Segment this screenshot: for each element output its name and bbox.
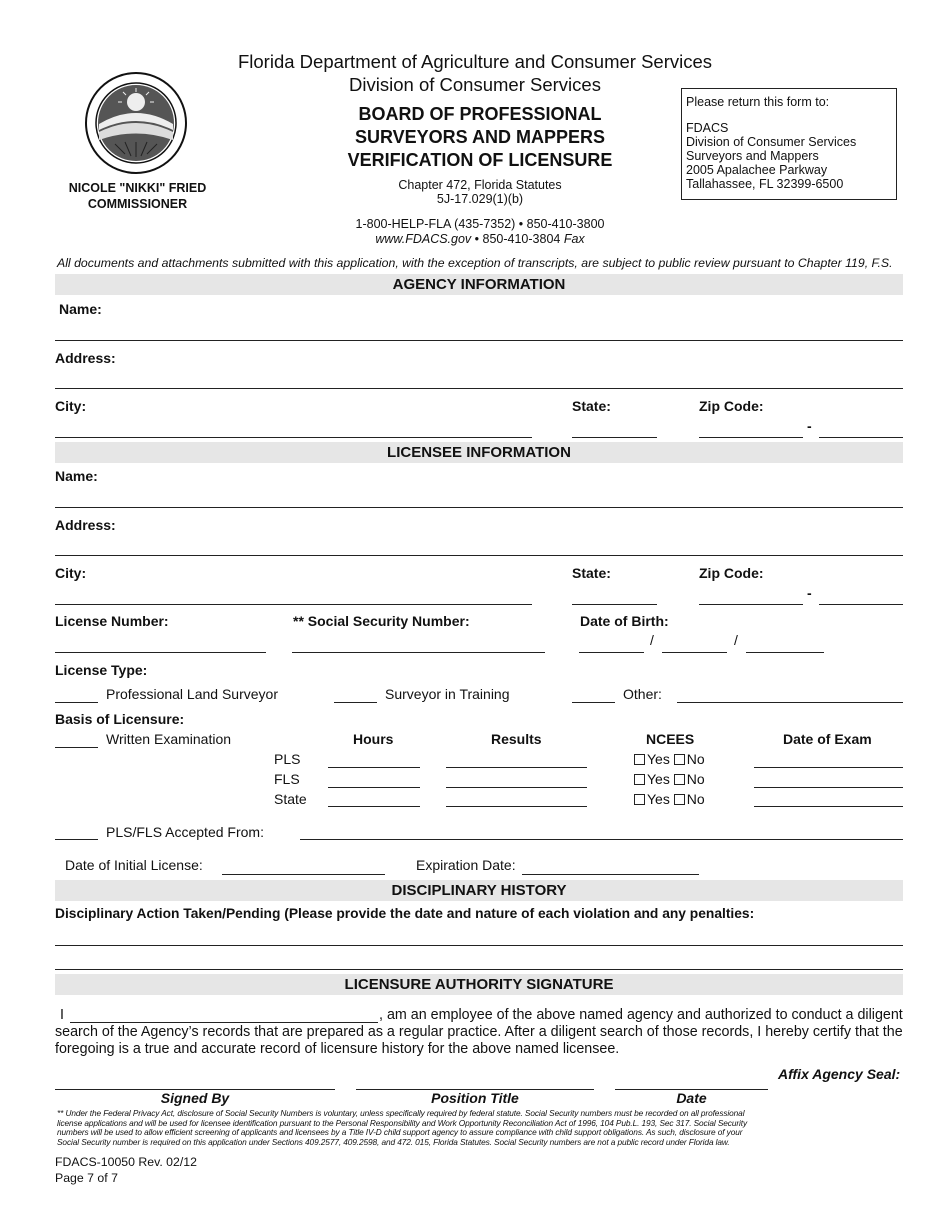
col-results: Results: [491, 731, 542, 747]
agency-city-label: City:: [55, 398, 87, 414]
fls-date-exam-field[interactable]: [754, 787, 903, 788]
initial-license-label: Date of Initial License:: [65, 857, 203, 873]
agency-zip-label: Zip Code:: [699, 398, 764, 414]
type-sit-check[interactable]: [334, 702, 377, 703]
board-title-line2: SURVEYORS AND MAPPERS: [354, 127, 606, 147]
type-pls-check[interactable]: [55, 702, 98, 703]
checkbox-icon[interactable]: [634, 754, 645, 765]
state-hours-field[interactable]: [328, 806, 420, 807]
col-hours: Hours: [353, 731, 394, 747]
agency-state-label: State:: [572, 398, 611, 414]
return-line: Surveyors and Mappers: [686, 149, 819, 163]
zip-dash: -: [807, 585, 812, 601]
agency-state-field[interactable]: [572, 437, 657, 438]
col-date-exam: Date of Exam: [783, 731, 872, 747]
dob-year-field[interactable]: [746, 652, 824, 653]
license-type-label: License Type:: [55, 662, 148, 678]
zip-dash: -: [807, 418, 812, 434]
pls-date-exam-field[interactable]: [754, 767, 903, 768]
licensee-name-label: Name:: [55, 468, 98, 484]
type-pls-label: Professional Land Surveyor: [106, 686, 278, 702]
website-link[interactable]: www.FDACS.gov: [375, 232, 472, 246]
agency-zip-field[interactable]: [699, 437, 803, 438]
certification-line2: search of the Agency’s records that are prepared as a regular practice. After a diligent search of those records, I hereby certify that the: [55, 1024, 903, 1040]
commissioner-name: NICOLE "NIKKI" FRIED: [68, 181, 207, 195]
return-address-box: [681, 88, 897, 200]
statute: Chapter 472, Florida Statutes: [398, 178, 562, 192]
licensee-zip-field[interactable]: [699, 604, 803, 605]
checkbox-icon[interactable]: [674, 774, 685, 785]
licensee-zip-ext-field[interactable]: [819, 604, 903, 605]
row-pls-label: PLS: [274, 751, 301, 767]
checkbox-icon[interactable]: [634, 774, 645, 785]
dob-day-field[interactable]: [662, 652, 727, 653]
affix-seal-label: Affix Agency Seal:: [778, 1066, 901, 1082]
pls-ncees[interactable]: Yes No: [634, 751, 705, 767]
licensee-state-label: State:: [572, 565, 611, 581]
return-line: Tallahassee, FL 32399-6500: [686, 177, 844, 191]
fls-hours-field[interactable]: [328, 787, 420, 788]
written-exam-check[interactable]: [55, 747, 98, 748]
written-exam-label: Written Examination: [106, 731, 232, 747]
licensee-city-field[interactable]: [55, 604, 532, 605]
type-other-label: Other:: [623, 686, 662, 702]
department-seal: [85, 72, 187, 174]
basis-label: Basis of Licensure:: [55, 711, 185, 727]
row-fls-label: FLS: [274, 771, 300, 787]
return-line: 2005 Apalachee Parkway: [686, 163, 828, 177]
privacy-notice: ** Under the Federal Privacy Act, disclosure of Social Security Numbers is voluntary, unless specifically required by federal statute. Social Security numbers must be recorded on all professional license applications and will be used for licensee identification pursuant to the Personal Responsibility and Work Opportunity Reconciliation Act of 1996, 104 Pub.L. 193, Sec 317. Social Security numbers will be used to allow efficient screening of applicants and licensees by a Title IV-D child support agency to assure compliance with child support obligations. As such, disclosure of your Social Security number is required on this application under Sections 409.2577, 409.2598, and 472. 015, Florida Statutes. Social Security numbers are not a public record under Florida law.: [57, 1108, 747, 1148]
disciplinary-field-1[interactable]: [55, 945, 903, 946]
dob-month-field[interactable]: [579, 652, 644, 653]
dob-separator: /: [650, 632, 654, 648]
fls-ncees[interactable]: Yes No: [634, 771, 705, 787]
signature-i: I: [60, 1007, 64, 1023]
checkbox-icon[interactable]: [634, 794, 645, 805]
licensee-name-field[interactable]: [55, 507, 903, 508]
position-title-label: Position Title: [431, 1090, 519, 1106]
type-other-field[interactable]: [677, 702, 903, 703]
agency-name-field[interactable]: [55, 340, 903, 341]
accepted-from-field[interactable]: [300, 839, 903, 840]
licensee-heading: LICENSEE INFORMATION: [55, 442, 903, 463]
ssn-label: ** Social Security Number:: [293, 613, 470, 629]
signature-heading: LICENSURE AUTHORITY SIGNATURE: [55, 974, 903, 995]
agency-address-field[interactable]: [55, 388, 903, 389]
signed-by-label: Signed By: [160, 1090, 230, 1106]
web-fax: www.FDACS.gov • 850-410-3804 Fax: [375, 232, 585, 246]
department-name: Florida Department of Agriculture and Consumer Services: [237, 51, 713, 72]
return-line: FDACS: [686, 121, 729, 135]
pls-hours-field[interactable]: [328, 767, 420, 768]
certification-line3: foregoing is a true and accurate record of licensure history for the above named licensee.: [55, 1041, 620, 1057]
division-name: Division of Consumer Services: [349, 74, 601, 95]
type-other-check[interactable]: [572, 702, 615, 703]
form-id: FDACS-10050 Rev. 02/12: [55, 1155, 197, 1169]
initial-license-field[interactable]: [222, 874, 385, 875]
agency-address-label: Address:: [55, 350, 116, 366]
checkbox-icon[interactable]: [674, 794, 685, 805]
state-results-field[interactable]: [446, 806, 587, 807]
agency-city-field[interactable]: [55, 437, 532, 438]
public-record-notice: All documents and attachments submitted with this application, with the exception of transcripts, are subject to public review pursuant to Chapter 119, F.S.: [57, 256, 893, 270]
dob-label: Date of Birth:: [580, 613, 669, 629]
licensee-zip-label: Zip Code:: [699, 565, 764, 581]
licensee-address-field[interactable]: [55, 555, 903, 556]
accepted-from-label: PLS/FLS Accepted From:: [106, 824, 264, 840]
col-ncees: NCEES: [646, 731, 695, 747]
type-sit-label: Surveyor in Training: [385, 686, 510, 702]
ssn-field[interactable]: [292, 652, 545, 653]
expiration-field[interactable]: [522, 874, 699, 875]
commissioner-title: COMMISSIONER: [87, 197, 188, 211]
agency-name-label: Name:: [59, 301, 102, 317]
return-line: Division of Consumer Services: [686, 135, 857, 149]
licensee-city-label: City:: [55, 565, 87, 581]
expiration-label: Expiration Date:: [416, 857, 516, 873]
pls-results-field[interactable]: [446, 767, 587, 768]
license-number-field[interactable]: [55, 652, 266, 653]
accepted-from-check[interactable]: [55, 839, 98, 840]
disciplinary-prompt: Disciplinary Action Taken/Pending (Please provide the date and nature of each violation and any penalties:: [55, 906, 755, 921]
state-date-exam-field[interactable]: [754, 806, 903, 807]
agency-zip-ext-field[interactable]: [819, 437, 903, 438]
checkbox-icon[interactable]: [674, 754, 685, 765]
fls-results-field[interactable]: [446, 787, 587, 788]
disciplinary-field-2[interactable]: [55, 969, 903, 970]
licensee-address-label: Address:: [55, 517, 116, 533]
board-title-line1: BOARD OF PROFESSIONAL: [358, 104, 602, 124]
disciplinary-heading: DISCIPLINARY HISTORY: [55, 880, 903, 901]
row-state-label: State: [274, 791, 307, 807]
licensee-state-field[interactable]: [572, 604, 657, 605]
page-number: Page 7 of 7: [55, 1171, 118, 1185]
state-ncees[interactable]: Yes No: [634, 791, 705, 807]
rule-number: 5J-17.029(1)(b): [436, 192, 524, 206]
date-label: Date: [676, 1090, 707, 1106]
phone-numbers: 1-800-HELP-FLA (435-7352) • 850-410-3800: [355, 217, 605, 231]
form-title: VERIFICATION OF LICENSURE: [347, 150, 613, 170]
license-number-label: License Number:: [55, 613, 169, 629]
employee-name-field[interactable]: [70, 1022, 378, 1023]
dob-separator: /: [734, 632, 738, 648]
certification-line1: , am an employee of the above named agency and authorized to conduct a diligent: [379, 1007, 903, 1023]
return-box-title: Please return this form to:: [686, 95, 830, 109]
agency-heading: AGENCY INFORMATION: [55, 274, 903, 295]
